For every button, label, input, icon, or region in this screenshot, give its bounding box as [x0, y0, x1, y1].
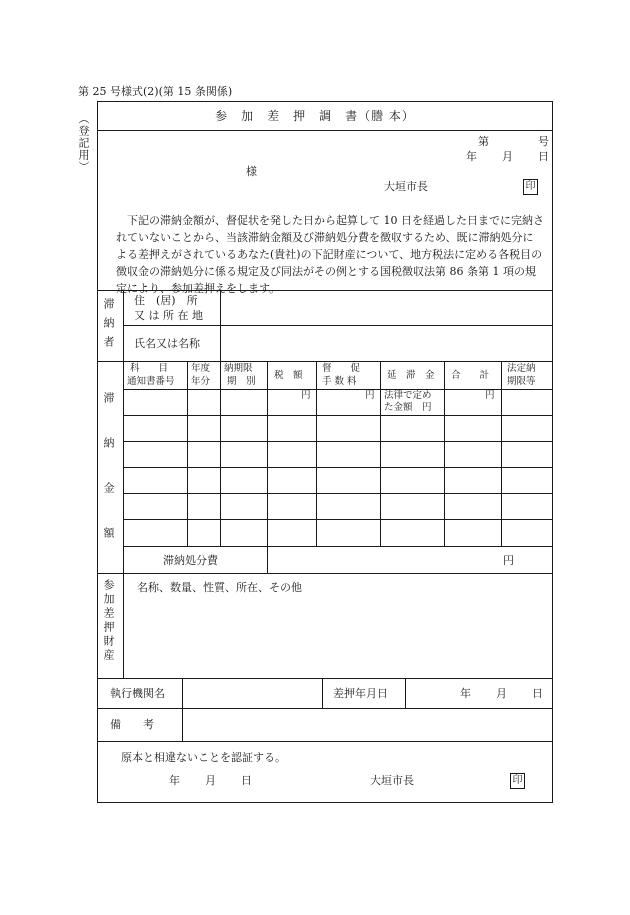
reminder-unit: 円	[365, 390, 375, 401]
remarks-label: 備 考	[110, 718, 154, 731]
header-fee: 手 数 料	[322, 376, 357, 387]
seizure-year: 年	[460, 687, 471, 700]
fee-unit: 円	[503, 554, 514, 567]
address-label-2: 又 は 所 在 地	[134, 309, 203, 322]
cert-seal-mark: 印	[510, 773, 525, 789]
seal-mark: 印	[523, 179, 538, 195]
doc-number-dai: 第	[478, 135, 489, 148]
date-month: 月	[502, 150, 513, 163]
cert-day: 日	[241, 774, 252, 787]
tax-unit: 円	[301, 390, 311, 401]
header-legal-due: 法定納	[507, 363, 536, 374]
fee-label: 滞納処分費	[163, 554, 218, 567]
document-title: 参 加 差 押 調 書（謄 本）	[215, 109, 415, 123]
body-paragraph: 下記の滞納金額が、督促状を発した日から起算して 10 日を経過した日までに完納されていないことから、当該滞納金額及び滞納処分費を徴収するため、既に滞納処分による差押えがされているあなた(貴社)の下記財産について、地方税法に定める各税目の徴収金の滞納処分に係る規定及び同法がその例とする国税徴収法第 86 条第 1 項の規定により、参加差押えをします。	[116, 214, 544, 295]
date-year: 年	[466, 150, 477, 163]
delinquent-label: 滞納者	[102, 298, 115, 355]
header-total: 合 計	[451, 370, 490, 381]
name-label: 氏名又は名称	[134, 337, 200, 350]
total-unit: 円	[485, 390, 495, 401]
delay-note-2: た金額 円	[384, 402, 432, 413]
cert-year: 年	[169, 774, 180, 787]
document-frame	[97, 101, 553, 803]
header-installment: 期 別	[227, 376, 256, 387]
seizure-day: 日	[532, 687, 543, 700]
form-header: 第 25 号様式(2)(第 15 条関係)	[78, 85, 233, 98]
certification-text: 原本と相違ないことを認証する。	[121, 751, 286, 764]
header-legal-due-2: 期限等	[507, 376, 536, 387]
header-due-date: 納期限	[224, 363, 253, 374]
header-year-portion: 年分	[191, 376, 211, 387]
cert-month: 月	[205, 774, 216, 787]
header-kamoku: 科 目	[130, 363, 169, 374]
doc-number-go: 号	[538, 135, 549, 148]
header-reminder: 督 促	[322, 363, 361, 374]
delay-note-1: 法律で定め	[384, 390, 432, 401]
property-label: 参加差押財産	[102, 579, 115, 663]
cert-issuer: 大垣市長	[370, 774, 414, 787]
addressee-suffix: 様	[246, 165, 257, 178]
address-label-1: 住 (居) 所	[134, 294, 198, 307]
title-divider	[97, 130, 553, 131]
side-label: （登記用）	[77, 113, 90, 173]
property-description: 名称、数量、性質、所在、その他	[137, 581, 302, 594]
executing-agency-label: 執行機関名	[110, 687, 165, 700]
seizure-date-label: 差押年月日	[333, 687, 388, 700]
header-tax-amount: 税 額	[274, 370, 303, 381]
header-fiscal-year: 年度	[191, 363, 211, 374]
header-notice-number: 通知書番号	[127, 376, 175, 387]
date-day: 日	[538, 150, 549, 163]
header-late-charge: 延 滞 金	[387, 370, 435, 381]
amount-label: 滞納金額	[102, 392, 115, 572]
issuer-name: 大垣市長	[384, 180, 428, 193]
seizure-month: 月	[496, 687, 507, 700]
